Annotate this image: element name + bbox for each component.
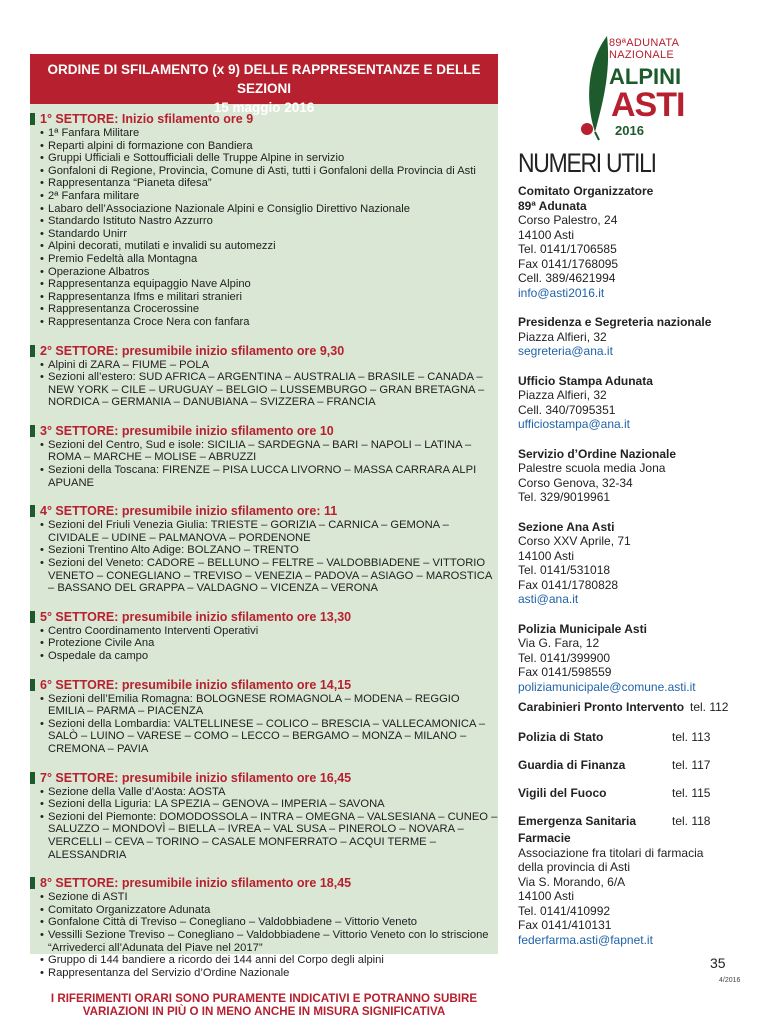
pharmacy-title: Farmacie [518,831,571,845]
list-item [40,625,498,638]
list-item [40,439,498,464]
bullet-icon: • [40,717,44,730]
pharmacy-line: Fax 0141/410131 [518,918,612,932]
bullet-icon: • [40,810,44,823]
bullet-icon: • [40,798,44,811]
contact-block [518,184,748,300]
contact-line: Fax 0141/598559 [518,665,612,679]
list-item [40,203,498,216]
sector-8 [30,876,498,979]
numeri-utili-heading: NUMERI UTILI [518,148,656,178]
pharmacy-line: Tel. 0141/410992 [518,903,611,918]
list-item-text: Premio Fedeltà alla Montagna [48,252,198,265]
list-item-text: Vessilli Sezione Treviso – Conegliano – Valdobbiadene – Vittorio Veneto con lo striscione “Arrivederci all’Adunata del Piave nel 2017” [48,928,489,954]
sector-title [30,504,498,518]
list-item-text: Sezioni della Lombardia: VALTELLINESE – COLICO – BRESCIA – VALLECAMONICA – SALÒ – LUINO – VARESE – COMO – LECCO – BERGAMO – MONZA – MILANO – CREMONA – PAVIA [48,717,486,755]
list-item [40,371,498,409]
list-item [40,954,498,967]
sector-1 [30,112,498,329]
bullet-icon: • [40,164,44,177]
bullet-icon: • [40,278,44,291]
bullet-icon: • [40,202,44,215]
sector-title [30,678,498,692]
list-item-text: Gruppo di 144 bandiere a ricordo dei 144 anni del Corpo degli alpini [48,954,384,967]
list-item-text: Sezioni dell’Emilia Romagna: BOLOGNESE ROMAGNOLA – MODENA – REGGIO EMILIA – PARMA – PIACENZA [48,692,460,718]
list-item-text: Sezioni del Piemonte: DOMODOSSOLA – INTRA – OMEGNA – VALSESIANA – CUNEO – SALUZZO – MONDOVÌ – BIELLA – IVREA – VAL SUSA – PINEROLO – NOVARA – VERCELLI – CEVA – TORINO – CASALE MONFERRATO – ACQUI TERME – ALESSANDRIA [48,810,498,861]
contact-title: Sezione Ana Asti [518,519,615,534]
timing-note [30,992,498,1018]
list-item [40,140,498,153]
list-item-text: 2ª Fanfara militare [48,189,140,202]
sector-title [30,771,498,785]
logo-alpini: ALPINI [609,64,682,89]
contact-block [518,315,748,359]
pharmacy-line: della provincia di Asti [518,860,631,874]
list-item-text: Rappresentanza del Servizio d’Ordine Nazionale [48,966,290,979]
bullet-icon: • [40,252,44,265]
bullet-icon: • [40,692,44,705]
logo-line-1: 89ªADUNATA [609,37,680,49]
contact-title: Polizia Municipale Asti [518,621,647,636]
contact-title: Comitato Organizzatore [518,184,654,198]
contact-block [518,447,748,505]
bullet-icon: • [40,438,44,451]
list-item-text: Rappresentanza Ifms e militari stranieri [48,290,242,303]
sector-items [30,519,498,595]
emergency-tel: tel. 118 [672,814,711,828]
sector-items [30,625,498,663]
list-item [40,718,498,756]
list-item-text: 1ª Fanfara Militare [48,127,140,139]
sector-marker-icon [30,772,35,784]
page-number: 35 [710,955,726,971]
list-item [40,693,498,718]
bullet-icon: • [40,637,44,650]
sector-title [30,424,498,438]
contact-block [518,374,748,432]
sector-title-text: 2° SETTORE: presumibile inizio sfilamento ore 9,30 [40,343,345,358]
list-item-text: Protezione Civile Ana [48,637,155,650]
sector-items [30,891,498,979]
list-item [40,891,498,904]
contact-line: Corso XXV Aprile, 71 [518,534,631,548]
sector-7 [30,771,498,862]
sector-marker-icon [30,113,35,125]
list-item-text: Standardo Unirr [48,227,127,240]
list-item-text: Rappresentanza Crocerossine [48,303,200,316]
list-item-text: Gonfalone Città di Treviso – Conegliano – Valdobbiadene – Vittorio Veneto [48,916,418,929]
list-item-text: Sezioni della Liguria: LA SPEZIA – GENOVA – IMPERIA – SAVONA [48,798,385,811]
list-item-text: Gonfaloni di Regione, Provincia, Comune di Asti, tutti i Gonfaloni della Provincia di Asti [48,164,476,177]
contact-email-link[interactable]: poliziamunicipale@comune.asti.it [518,679,696,694]
contact-line: 14100 Asti [518,227,575,242]
sector-title [30,344,498,358]
list-item [40,811,498,861]
bullet-icon: • [40,928,44,941]
contact-title: Ufficio Stampa Adunata [518,373,653,388]
sector-2 [30,344,498,409]
emergency-name: Carabinieri Pronto Intervento [518,700,685,714]
contact-line: Piazza Alfieri, 32 [518,329,607,344]
note-line-1: I RIFERIMENTI ORARI SONO PURAMENTE INDICATIVI E POTRANNO SUBIRE [50,992,478,1006]
list-item-text: Rappresentanza equipaggio Nave Alpino [48,278,251,291]
bullet-icon: • [40,966,44,979]
contact-line: Palestre scuola media Jona [518,461,666,475]
bullet-icon: • [40,315,44,328]
sector-6 [30,678,498,756]
sector-marker-icon [30,345,35,357]
adunata-logo [577,32,685,144]
bullet-icon: • [40,650,44,662]
list-item [40,637,498,650]
contact-line: Tel. 0141/531018 [518,563,611,577]
sector-marker-icon [30,611,35,623]
list-item [40,557,498,595]
sector-title-text: 6° SETTORE: presumibile inizio sfilamento ore 14,15 [40,677,352,692]
sector-title-text: 7° SETTORE: presumibile inizio sfilamento ore 16,45 [40,770,352,785]
list-item-text: Alpini di ZARA – FIUME – POLA [48,358,210,371]
sector-title-text: 1° SETTORE: Inizio sfilamento ore 9 [40,112,254,126]
contact-line: Cell. 389/4621994 [518,271,616,285]
sector-title-text: 4° SETTORE: presumibile inizio sfilamento ore: 11 [40,504,338,519]
contact-email-link[interactable]: info@asti2016.it [518,285,605,300]
bullet-icon: • [40,891,44,904]
list-item-text: Labaro dell’Associazione Nazionale Alpini e Consiglio Direttivo Nazionale [48,202,410,215]
list-item [40,519,498,544]
sector-title-text: 3° SETTORE: presumibile inizio sfilamento ore 10 [40,423,334,438]
bullet-icon: • [40,127,44,139]
sector-list [30,112,498,1018]
bullet-icon: • [40,954,44,967]
contact-title: 89ª Adunata [518,198,587,213]
sector-title-text: 5° SETTORE: presumibile inizio sfilamento ore 13,30 [40,609,352,624]
list-item-text: Sezioni del Centro, Sud e isole: SICILIA – SARDEGNA – BARI – NAPOLI – LATINA – ROMA – MARCHE – MOLISE – ABRUZZI [48,438,472,464]
sector-4 [30,504,498,595]
emergency-name: Polizia di Stato [518,730,604,744]
contact-line: Fax 0141/1780828 [518,577,619,592]
bullet-icon: • [40,215,44,228]
contact-title: Presidenza e Segreteria nazionale [518,315,712,329]
list-item-text: Sezioni della Toscana: FIRENZE – PISA LUCCA LIVORNO – MASSA CARRARA ALPI APUANE [48,464,477,489]
note-line-2: VARIAZIONI IN PIÙ O IN MENO ANCHE IN MISURA SIGNIFICATIVA [82,1005,446,1018]
emergency-tel: tel. 115 [672,786,711,800]
list-item-text: Ospedale da campo [48,650,149,662]
bullet-icon: • [40,139,44,152]
bullet-icon: • [40,371,44,384]
list-item-text: Rappresentanza “Pianeta difesa” [48,177,212,190]
bullet-icon: • [40,624,44,637]
list-item [40,967,498,980]
sector-marker-icon [30,679,35,691]
list-item [40,278,498,291]
emergency-tel: tel. 117 [672,758,711,772]
list-item-text: Gruppi Ufficiali e Sottoufficiali delle Truppe Alpine in servizio [48,152,345,165]
list-item-text: Sezioni Trentino Alto Adige: BOLZANO – TRENTO [48,544,299,557]
logo-asti: ASTI [611,86,685,124]
pharmacy-email-link[interactable]: federfarma.asti@fapnet.it [518,932,653,947]
sector-marker-icon [30,877,35,889]
contact-line: Corso Genova, 32-34 [518,475,633,490]
list-item [40,240,498,253]
sector-items [30,439,498,489]
list-item [40,929,498,954]
list-item [40,152,498,165]
emergency-tel: tel. 113 [672,730,711,744]
contact-line: 14100 Asti [518,548,575,563]
list-item [40,544,498,557]
sector-title [30,876,498,890]
pharmacy-line: 14100 Asti [518,889,575,903]
sector-marker-icon [30,505,35,517]
list-item [40,177,498,190]
list-item [40,904,498,917]
list-item [40,798,498,811]
list-item [40,253,498,266]
sector-5 [30,610,498,663]
sector-title [30,610,498,624]
emergency-name: Guardia di Finanza [518,758,626,772]
list-item [40,127,498,140]
list-item-text: Reparti alpini di formazione con Bandiera [48,139,253,152]
emergency-tel: tel. 112 [690,700,729,714]
list-item-text: Centro Coordinamento Interventi Operativi [48,624,259,637]
list-item-text: Sezione della Valle d’Aosta: AOSTA [48,785,226,798]
bullet-icon: • [40,358,44,371]
list-item [40,464,498,489]
bullet-icon: • [40,519,44,532]
pharmacy-line: Via S. Morando, 6/A [518,874,626,889]
sector-marker-icon [30,425,35,437]
list-item [40,165,498,178]
list-item [40,916,498,929]
issue-label: 4/2016 [719,977,741,984]
contact-line: Piazza Alfieri, 32 [518,388,607,402]
contact-line: Fax 0141/1768095 [518,256,619,271]
bullet-icon: • [40,240,44,253]
program-banner [30,54,498,115]
sector-items [30,786,498,862]
bullet-icon: • [40,464,44,477]
sectors-container [30,112,498,979]
contact-line: Corso Palestro, 24 [518,213,618,227]
bullet-icon: • [40,290,44,303]
list-item-text: Sezioni all’estero: SUD AFRICA – ARGENTINA – AUSTRALIA – BRASILE – CANADA – NEW YORK – CILE – URUGUAY – BELGIO – LUSSEMBURGO – GRAN BRETAGNA – NORDICA – GERMANIA – DANUBIANA – SVIZZERA – FRANCIA [48,371,485,409]
list-item [40,786,498,799]
bullet-icon: • [40,785,44,798]
emergency-name: Emergenza Sanitaria [518,814,637,828]
emergency-name: Vigili del Fuoco [518,786,607,800]
list-item [40,190,498,203]
bullet-icon: • [40,152,44,165]
bullet-icon: • [40,303,44,316]
logo-line-2: NAZIONALE [609,49,675,61]
list-item [40,228,498,241]
contact-email-link[interactable]: asti@ana.it [518,592,579,606]
list-item [40,650,498,663]
pharmacy-block [518,831,748,947]
list-item-text: Sezioni del Veneto: CADORE – BELLUNO – FELTRE – VALDOBBIADENE – VITTORIO VENETO – CONEGLIANO – TREVISO – VENEZIA – PADOVA – ASIAGO – MAROSTICA – BASSANO DEL GRAPPA – VALDAGNO – VICENZA – VERONA [48,557,492,595]
bullet-icon: • [40,227,44,240]
contact-line: Tel. 329/9019961 [518,490,611,504]
bullet-icon: • [40,177,44,190]
list-item-text: Alpini decorati, mutilati e invalidi su automezzi [48,240,276,253]
contact-line: Tel. 0141/1706585 [518,242,617,256]
logo-year: 2016 [615,123,644,138]
contact-block [518,622,748,695]
contact-email-link[interactable]: ufficiostampa@ana.it [518,417,631,431]
contacts-list [518,184,748,709]
bullet-icon: • [40,544,44,557]
bullet-icon: • [40,265,44,278]
bullet-icon: • [40,903,44,916]
bullet-icon: • [40,189,44,202]
bullet-icon: • [40,916,44,929]
sector-3 [30,424,498,489]
sector-title-text: 8° SETTORE: presumibile inizio sfilamento ore 18,45 [40,876,352,891]
contact-line: Cell. 340/7095351 [518,402,616,417]
list-item [40,316,498,329]
list-item-text: Comitato Organizzatore Adunata [48,903,211,916]
sector-items [30,127,498,329]
contact-title: Servizio d’Ordine Nazionale [518,446,677,461]
bullet-icon: • [40,557,44,570]
list-item-text: Sezioni del Friuli Venezia Giulia: TRIESTE – GORIZIA – CARNICA – GEMONA – CIVIDALE – UDINE – PALMANOVA – PORDENONE [48,519,449,544]
list-item [40,266,498,279]
contact-line: Via G. Fara, 12 [518,636,600,650]
sector-title [30,112,498,126]
list-item [40,291,498,304]
list-item [40,215,498,228]
list-item [40,359,498,372]
pharmacy-line: Associazione fra titolari di farmacia [518,845,704,860]
contact-block [518,520,748,607]
list-item [40,303,498,316]
banner-title: ORDINE DI SFILAMENTO (x 9) DELLE RAPPRESENTANZE E DELLE SEZIONI [47,62,481,96]
sector-items [30,359,498,409]
list-item-text: Sezione di ASTI [48,891,128,904]
contact-line: Tel. 0141/399900 [518,650,611,665]
contact-email-link[interactable]: segreteria@ana.it [518,344,613,358]
list-item-text: Rappresentanza Croce Nera con fanfara [48,315,250,328]
list-item-text: Standardo Istituto Nastro Azzurro [48,215,213,228]
list-item-text: Operazione Albatros [48,265,150,278]
sector-items [30,693,498,756]
banner-date: 15 maggio 2016 [213,100,315,115]
